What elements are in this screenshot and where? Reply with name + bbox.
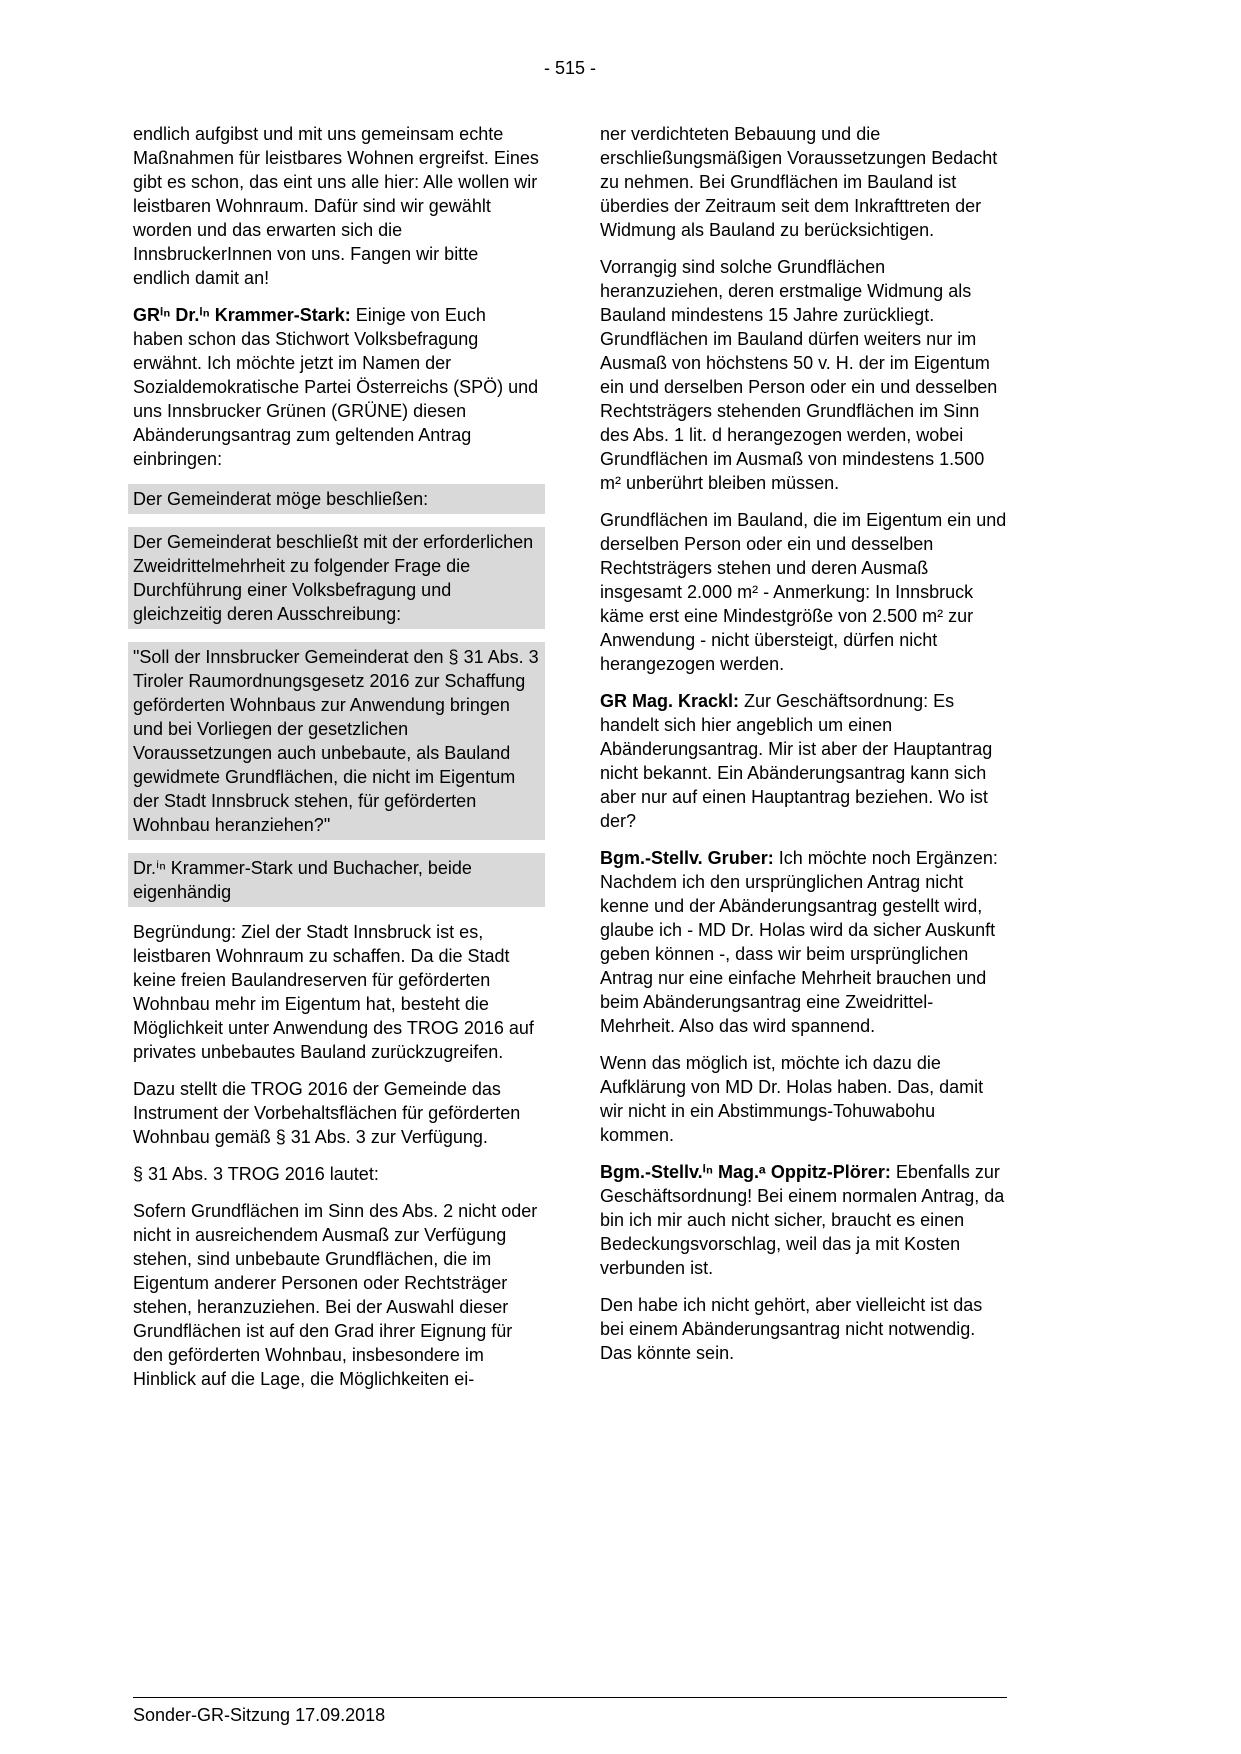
- paragraph-text: § 31 Abs. 3 TROG 2016 lautet:: [133, 1164, 379, 1184]
- speech-paragraph: [600, 846, 1007, 1038]
- paragraph-text: Vorrangig sind solche Grundflächen heranzuziehen, deren erstmalige Widmung als Bauland mindestens 15 Jahre zurückliegt. Grundflächen im Bauland dürfen weiters nur im Ausmaß von höchstens 50 v. H. der im Eigentum ein und derselben Person oder ein und desselben Rechtsträgers stehenden Grundflächen im Sinn des Abs. 1 lit. d herangezogen werden, wobei Grundflächen im Ausmaß von mindestens 1.500 m² unberührt bleiben müssen.: [600, 257, 998, 493]
- speech-paragraph: [600, 689, 1007, 833]
- speaker-name: Bgm.-Stellv. Gruber:: [600, 848, 774, 868]
- footer-text: Sonder-GR-Sitzung 17.09.2018: [133, 1705, 386, 1725]
- paragraph: [600, 508, 1007, 676]
- paragraph: [133, 1162, 540, 1186]
- highlighted-paragraph: [128, 484, 545, 514]
- highlighted-paragraph: [128, 642, 545, 840]
- paragraph-text: Wenn das möglich ist, möchte ich dazu die Aufklärung von MD Dr. Holas haben. Das, damit wir nicht in ein Abstimmungs-Tohuwabohu kommen.: [600, 1053, 984, 1145]
- paragraph: [600, 122, 1007, 242]
- speaker-name: GR Mag. Krackl:: [600, 691, 740, 711]
- paragraph: [133, 920, 540, 1064]
- paragraph: [133, 122, 540, 290]
- paragraph-text: endlich aufgibst und mit uns gemeinsam echte Maßnahmen für leistbares Wohnen ergreifst. Eines gibt es schon, das eint uns alle hier: Alle wollen wir leistbaren Wohnraum. Dafür sind wir gewählt worden und das erwarten sich die InnsbruckerInnen von uns. Fangen wir bitte endlich damit an!: [133, 124, 539, 288]
- paragraph: [600, 255, 1007, 495]
- paragraph-text: Zur Geschäftsordnung: Es handelt sich hier angeblich um einen Abänderungsantrag. Mir ist aber der Hauptantrag nicht bekannt. Ein Abänderungsantrag kann sich aber nur auf einen Hauptantrag beziehen. Wo ist der?: [600, 691, 993, 831]
- paragraph-text: Dr.ⁱⁿ Krammer-Stark und Buchacher, beide eigenhändig: [133, 858, 472, 902]
- two-column-text-block: [133, 122, 1007, 1404]
- paragraph-text: "Soll der Innsbrucker Gemeinderat den § 31 Abs. 3 Tiroler Raumordnungsgesetz 2016 zur Schaffung geförderten Wohnbaus zur Anwendung bringen und bei Vorliegen der gesetzlichen Voraussetzungen auch unbebaute, als Bauland gewidmete Grundflächen, die nicht im Eigentum der Stadt Innsbruck stehen, für geförderten Wohnbau heranziehen?": [133, 647, 539, 835]
- paragraph-text: Ich möchte noch Ergänzen: Nachdem ich den ursprünglichen Antrag nicht kenne und der Abänderungsantrag gestellt wird, glaube ich - MD Dr. Holas wird da sicher Auskunft geben können -, dass wir beim ursprünglichen Antrag nur eine einfache Mehrheit brauchen und beim Abänderungsantrag eine Zweidrittel-Mehrheit. Also das wird spannend.: [600, 848, 998, 1036]
- paragraph: [133, 1077, 540, 1149]
- paragraph-text: Begründung: Ziel der Stadt Innsbruck ist es, leistbaren Wohnraum zu schaffen. Da die Stadt keine freien Baulandreserven für geförderten Wohnbau mehr im Eigentum hat, besteht die Möglichkeit unter Anwendung des TROG 2016 auf privates unbebautes Bauland zurückzugreifen.: [133, 922, 534, 1062]
- speaker-name: Bgm.-Stellv.ⁱⁿ Mag.ᵃ Oppitz-Plörer:: [600, 1162, 891, 1182]
- paragraph-text: Einige von Euch haben schon das Stichwort Volksbefragung erwähnt. Ich möchte jetzt im Namen der Sozialdemokratische Partei Österreichs (SPÖ) und uns Innsbrucker Grünen (GRÜNE) diesen Abänderungsantrag zum geltenden Antrag einbringen:: [133, 305, 539, 469]
- page-number: - 515 -: [543, 58, 597, 78]
- speech-paragraph: [600, 1160, 1007, 1280]
- page-footer: [133, 1697, 1007, 1726]
- paragraph-text: Sofern Grundflächen im Sinn des Abs. 2 nicht oder nicht in ausreichendem Ausmaß zur Verfügung stehen, sind unbebaute Grundflächen, die im Eigentum anderer Personen oder Rechtsträger stehen, heranzuziehen. Bei der Auswahl dieser Grundflächen ist auf den Grad ihrer Eignung für den geförderten Wohnbau, insbesondere im Hinblick auf die Lage, die Möglichkeiten ei-: [133, 1201, 538, 1389]
- paragraph-text: Der Gemeinderat beschließt mit der erforderlichen Zweidrittelmehrheit zu folgender Frage die Durchführung einer Volksbefragung und gleichzeitig deren Ausschreibung:: [133, 532, 534, 624]
- highlighted-paragraph: [128, 853, 545, 907]
- paragraph-text: Ebenfalls zur Geschäftsordnung! Bei einem normalen Antrag, da bin ich mir auch nicht sicher, braucht es einen Bedeckungsvorschlag, weil das ja mit Kosten verbunden ist.: [600, 1162, 1005, 1278]
- paragraph-text: ner verdichteten Bebauung und die erschließungsmäßigen Voraussetzungen Bedacht zu nehmen. Bei Grundflächen im Bauland ist überdies der Zeitraum seit dem Inkrafttreten der Widmung als Bauland zu berücksichtigen.: [600, 124, 998, 240]
- paragraph: [133, 1199, 540, 1391]
- paragraph: [600, 1051, 1007, 1147]
- speech-paragraph: [133, 303, 540, 471]
- paragraph: [600, 1293, 1007, 1365]
- paragraph-text: Dazu stellt die TROG 2016 der Gemeinde das Instrument der Vorbehaltsflächen für geförderten Wohnbau gemäß § 31 Abs. 3 zur Verfügung.: [133, 1079, 521, 1147]
- right-column: [600, 122, 1007, 1404]
- speaker-name: GRⁱⁿ Dr.ⁱⁿ Krammer-Stark:: [133, 305, 351, 325]
- paragraph-text: Den habe ich nicht gehört, aber vielleicht ist das bei einem Abänderungsantrag nicht notwendig. Das könnte sein.: [600, 1295, 983, 1363]
- paragraph-text: Der Gemeinderat möge beschließen:: [133, 489, 429, 509]
- highlighted-paragraph: [128, 527, 545, 629]
- paragraph-text: Grundflächen im Bauland, die im Eigentum ein und derselben Person oder ein und desselben Rechtsträgers stehen und deren Ausmaß insgesamt 2.000 m² - Anmerkung: In Innsbruck käme erst eine Mindestgröße von 2.500 m² zur Anwendung - nicht übersteigt, dürfen nicht herangezogen werden.: [600, 510, 1007, 674]
- left-column: [133, 122, 540, 1404]
